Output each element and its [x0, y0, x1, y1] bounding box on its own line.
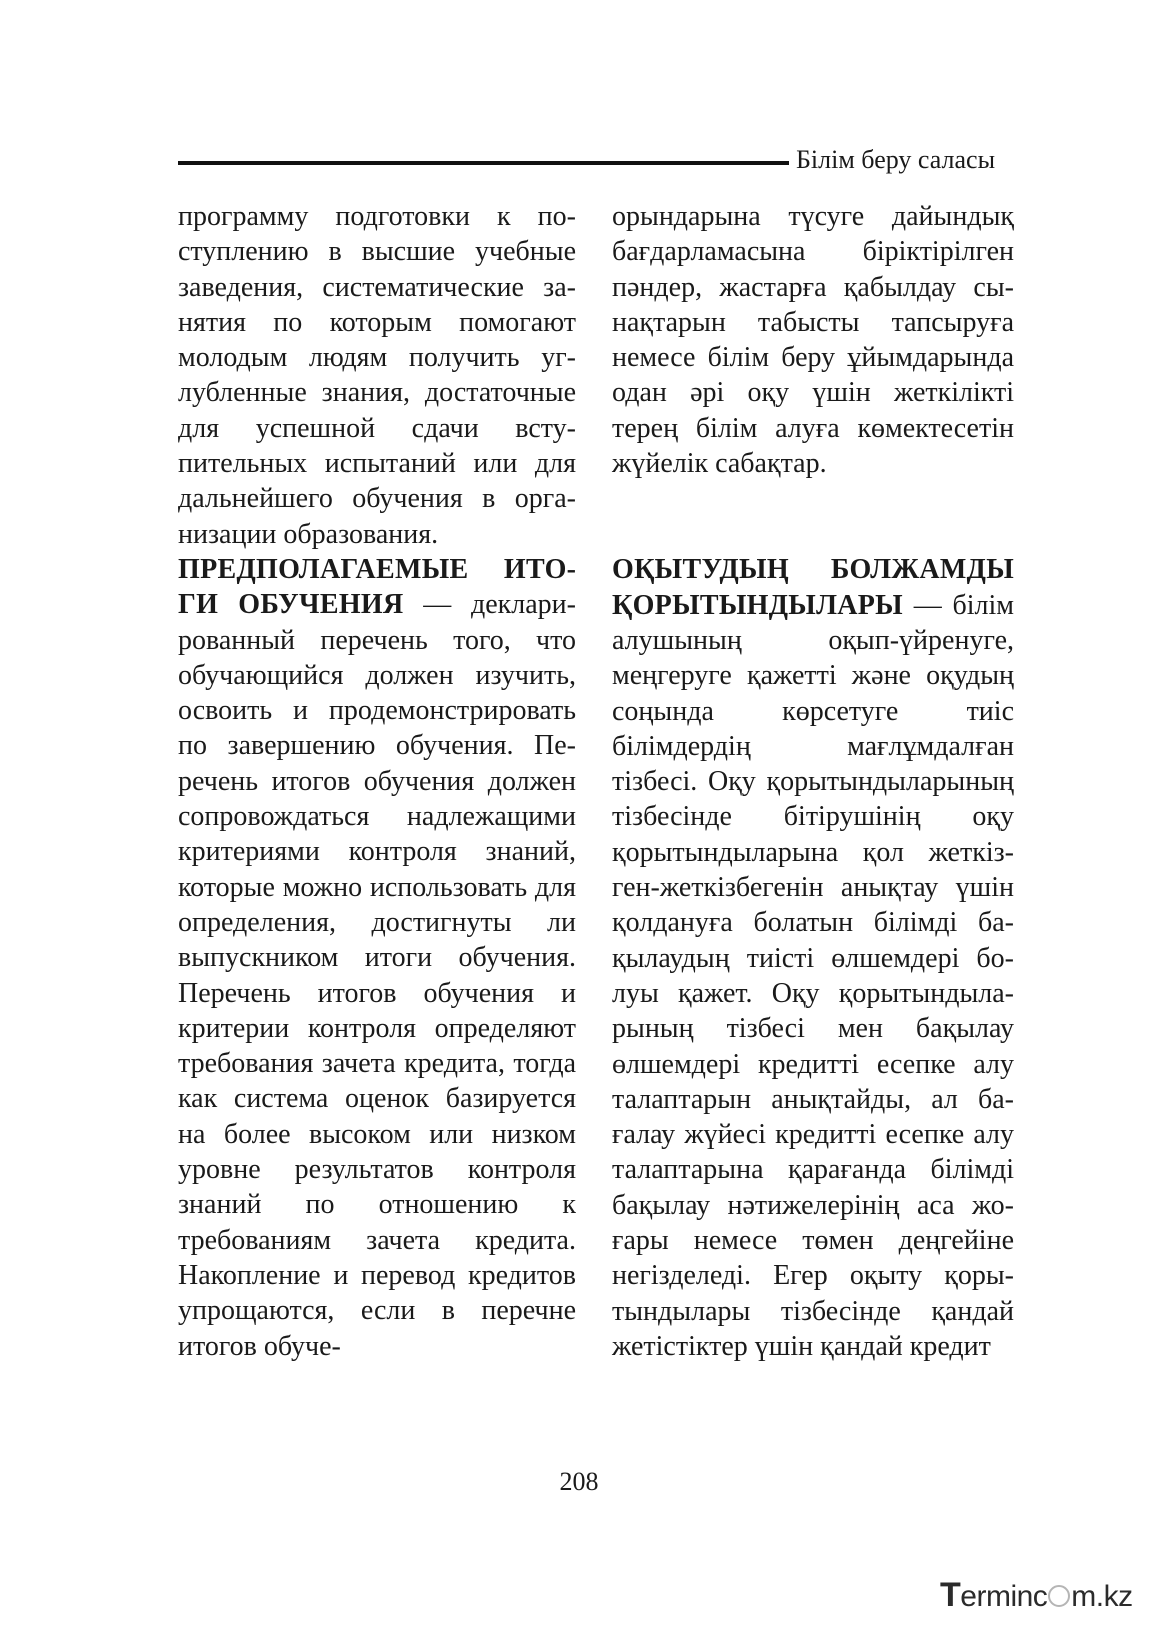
right-continuation-paragraph: орындарына түсуге дайындық бағдарламасына біріктірілген пәндер, жастарға қабылдау сынақтарын табысты тапсыруға немесе білім беру ұйымдарында одан әрі оқу үшін жеткілікті терең білім алуға көмектесетін жүйелік сабақтар. [612, 201, 1014, 480]
termincom-watermark-logo: Terminc m.kz [940, 1576, 1133, 1614]
entry-definition-russian: декларированный перечень того, что обучающийся должен изучить, освоить и продемонстрировать по завершению обучения. Перечень итогов обучения должен сопровождаться надлежащими критериями контроля знаний, которые можно использовать для определения, достигнуты ли выпускником итоги обучения. Перечень итогов обучения и критерии контроля определяют требования зачета кредита, тогда как система оценок базируется на более высоком или низком уровне результатов контроля знаний по отношению к требованиям зачета кредита. Накопление и перевод кредитов упрощаются, если в перечне итогов обуче- [178, 589, 576, 1362]
right-column [612, 199, 1014, 1364]
page-number: 208 [559, 1467, 599, 1496]
entry-term-russian: ПРЕДПОЛАГАЕМЫЕ ИТОГИ ОБУЧЕНИЯ [178, 553, 576, 621]
left-entry [178, 552, 576, 1364]
entry-term-kazakh: ОҚЫТУДЫҢ БОЛЖАМДЫ ҚОРЫТЫНДЫЛАРЫ [612, 554, 1014, 621]
right-entry [612, 552, 1014, 1364]
entry-dash: — [403, 589, 471, 621]
header-rule [178, 161, 789, 165]
left-column [178, 199, 576, 1364]
circle-o-icon [1048, 1585, 1070, 1607]
running-header-title: Білім беру саласы [796, 145, 996, 174]
left-continuation-paragraph: программу подготовки к поступлению в высшие учебные заведения, систематические занятия по которым помогают молодым людям получить углубленные знания, достаточные для успешной сдачи вступительных испытаний или для дальнейшего обучения в организации образования. [178, 201, 576, 550]
entry-definition-kazakh: білім алушының оқып-үйренуге, меңгеруге қажетті және оқудың соңында көрсетуге тиіс білімдердің мағлұмдалған тізбесі. Оқу қорытындыларының тізбесінде бітірушінің оқу қорытындыларына қол жеткізген-жеткізбегенін анықтау үшін қолдануға болатын білімді бақылаудың тиісті өлшемдері болуы қажет. Оқу қорытындыларының тізбесі мен бақылау өлшемдері кредитті есепке алу талаптарын анықтайды, ал бағалау жүйесі кредитті есепке алу талаптарына қарағанда білімді бақылау нәтижелерінің аса жоғары немесе төмен деңгейіне негізделеді. Егер оқыту қорытындылары тізбесінде қандай жетістіктер үшін қандай кредит [612, 589, 1014, 1362]
entry-dash: — [902, 589, 953, 621]
